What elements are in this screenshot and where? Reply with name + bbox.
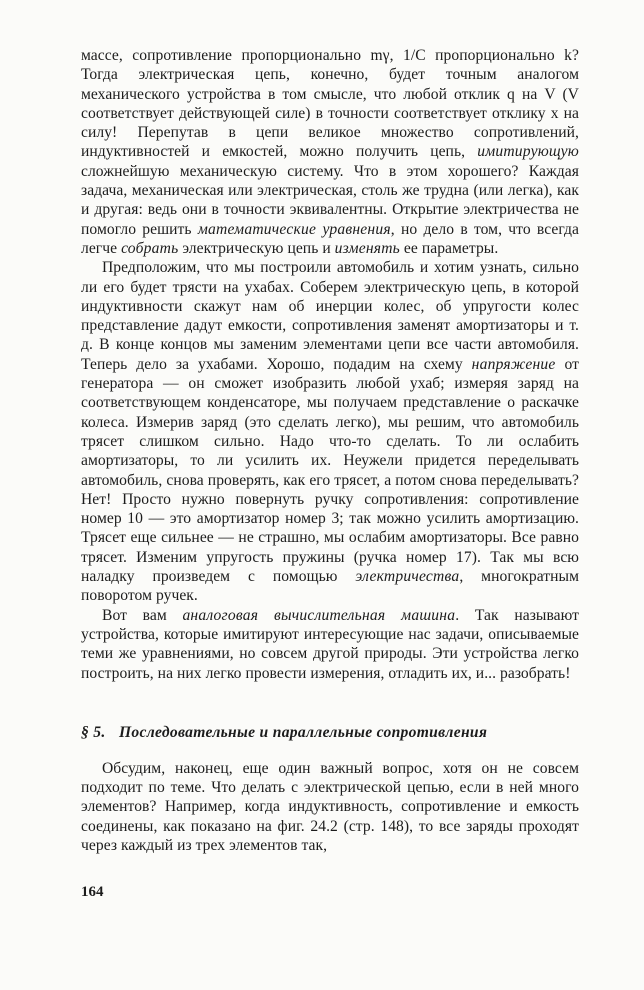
text-run: Вот вам [102, 606, 183, 624]
paragraph-2 [81, 258, 579, 605]
italic-term: математические уравнения [197, 220, 391, 238]
italic-term: собрать [121, 239, 179, 257]
italic-term: имитирующую [477, 143, 579, 161]
text-run: массе, сопротивление пропорционально mγ, 1/C пропорционально k? Тогда электрическая цепь, конечно, будет точным аналогом механического устройства в том смысле, что любой отклик q на V (V соответствует действующей силе) в точности соответствует отклику x на силу! Перепутав в цепи великое множество сопротивлений, индуктивностей и емкостей, можно получить цепь, [81, 47, 579, 161]
text-block [81, 46, 579, 855]
italic-term: электричества [355, 568, 460, 586]
text-run: Предположим, что мы построили автомобиль и хотим узнать, сильно ли его будет трясти на ухабах. Соберем электрическую цепь, в которой индуктивности скажут нам об инерции колес, об упругости колес представление дадут емкости, сопротивления заменят амортизаторы и т. д. В конце концов мы заменим элементами цепи все части автомобиля. Теперь дело за ухабами. Хорошо, подадим на схему [81, 259, 579, 373]
text-run: , многократным поворотом ручек. [81, 568, 579, 605]
paragraph-1 [81, 46, 579, 258]
text-run: сложнейшую механическую систему. Что в этом хорошего? Каждая задача, механическая или электрическая, столь же трудна (или легка), как и другая: ведь они в точности эквивалентны. Открытие электричества не помогло решить [81, 162, 579, 238]
italic-term: аналоговая вычислительная машина [182, 606, 456, 624]
text-run: Обсудим, наконец, еще один важный вопрос, хотя он не совсем подходит по теме. Что делать с электрической цепью, если в ней много элементов? Например, когда индуктивность, сопротивление и емкость соединены, как показано на фиг. 24.2 (стр. 148), то все заряды проходят через каждый из трех элементов так, [81, 759, 579, 854]
section-title: Последовательные и параллельные сопротивления [119, 723, 488, 741]
paragraph-4 [81, 759, 579, 855]
section-number: § 5. [81, 723, 106, 741]
text-run: электрическую цепь и [178, 239, 335, 257]
text-run: . Так называют устройства, которые имитируют интересующие нас задачи, описываемые теми же уравнениями, но совсем другой природы. Эти устройства легко построить, на них легко провести измерения, отладить их, и... разобрать! [81, 606, 579, 682]
text-run: от генератора — он сможет изобразить любой ухаб; измеряя заряд на соответствующем конденсаторе, мы получаем представление о раскачке колеса. Измерив заряд (это сделать легко), мы решим, что автомобиль трясет слишком сильно. Надо что-то сделать. То ли ослабить амортизаторы, то ли усилить их. Неужели придется переделывать автомобиль, снова проверять, как его трясет, а потом снова переделывать? Нет! Просто нужно повернуть ручку сопротивления: сопротивление номер 10 — это амортизатор номер 3; так можно усилить амортизацию. Трясет еще сильнее — не страшно, мы ослабим амортизаторы. Все равно трясет. Изменим упругость пружины (ручка номер 17). Так мы всю наладку произведем с помощью [81, 355, 579, 586]
paragraph-3 [81, 606, 579, 683]
italic-term: изменять [334, 239, 400, 257]
text-run: ее параметры. [399, 239, 499, 257]
italic-term: напряжение [471, 355, 556, 373]
page-number: 164 [81, 884, 104, 900]
text-run: , но дело в том, что всегда легче [81, 220, 580, 257]
section-heading [81, 723, 579, 742]
